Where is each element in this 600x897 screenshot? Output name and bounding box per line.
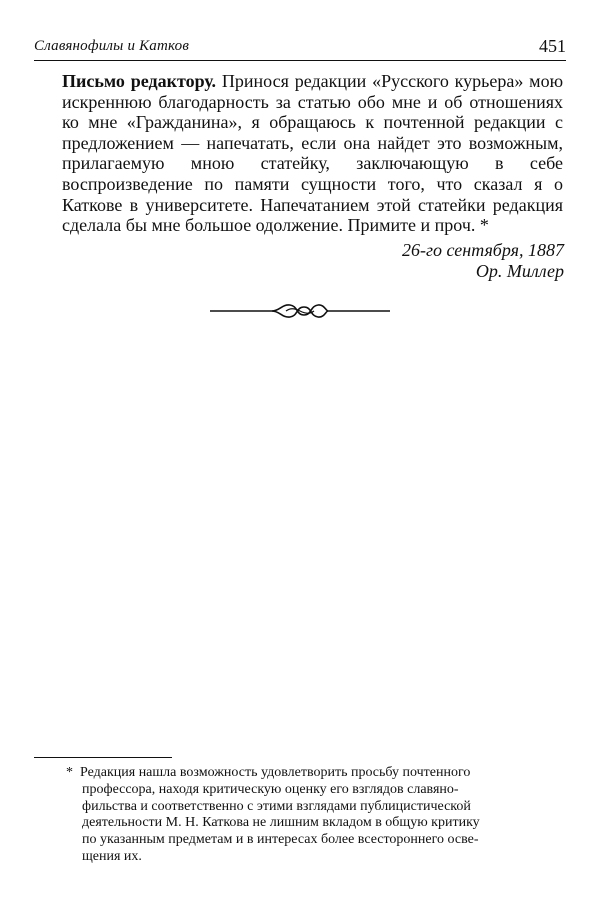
- decorative-flourish-icon: [210, 300, 390, 322]
- letter-heading: Письмо редактору.: [62, 71, 217, 91]
- footnote-line-4: деятельности М. Н. Каткова не лишним вкладом в общую критику: [82, 815, 480, 831]
- signature-block: [402, 240, 564, 282]
- footnote-line-2: профессора, находя критическую оценку его взглядов славяно-: [82, 781, 459, 797]
- letter-body: Принося редакции «Русского курьера» мою искреннюю благодарность за статью обо мне и об отношениях ко мне «Гражданина», я обращаюсь к почтенной редакции с предложением — напечатать, если она найдет это возможным, прилагаемую мною статейку, заключающую в себе воспроизведение по памяти сущности того, что сказал я о Каткове в университете. Напечатанием этой статейки редакция сделала бы мне большое одолжение. Примите и проч. *: [62, 71, 564, 236]
- footnote-line-6: щения их.: [82, 848, 142, 864]
- footnote-mark: *: [66, 765, 73, 780]
- page-number: 451: [539, 36, 566, 56]
- footnote-text-1: Редакция нашла возможность удовлетворить просьбу почтенного: [80, 765, 471, 780]
- signature-date: 26-го сентября, 1887: [402, 240, 564, 260]
- footnote-rule: [34, 757, 172, 758]
- header-rule: [34, 60, 566, 61]
- footnote-line-3: фильства и соответственно с этими взглядами публицистической: [82, 798, 471, 814]
- letter-paragraph: [62, 71, 563, 236]
- footnote-line-1: [66, 765, 563, 782]
- running-head: [34, 38, 566, 58]
- footnote-line-5: по указанным предметам и в интересах более всестороннего осве-: [82, 832, 479, 848]
- running-title: Славянофилы и Катков: [34, 38, 190, 54]
- footnote: [66, 765, 563, 866]
- signature-author: Ор. Миллер: [475, 261, 564, 281]
